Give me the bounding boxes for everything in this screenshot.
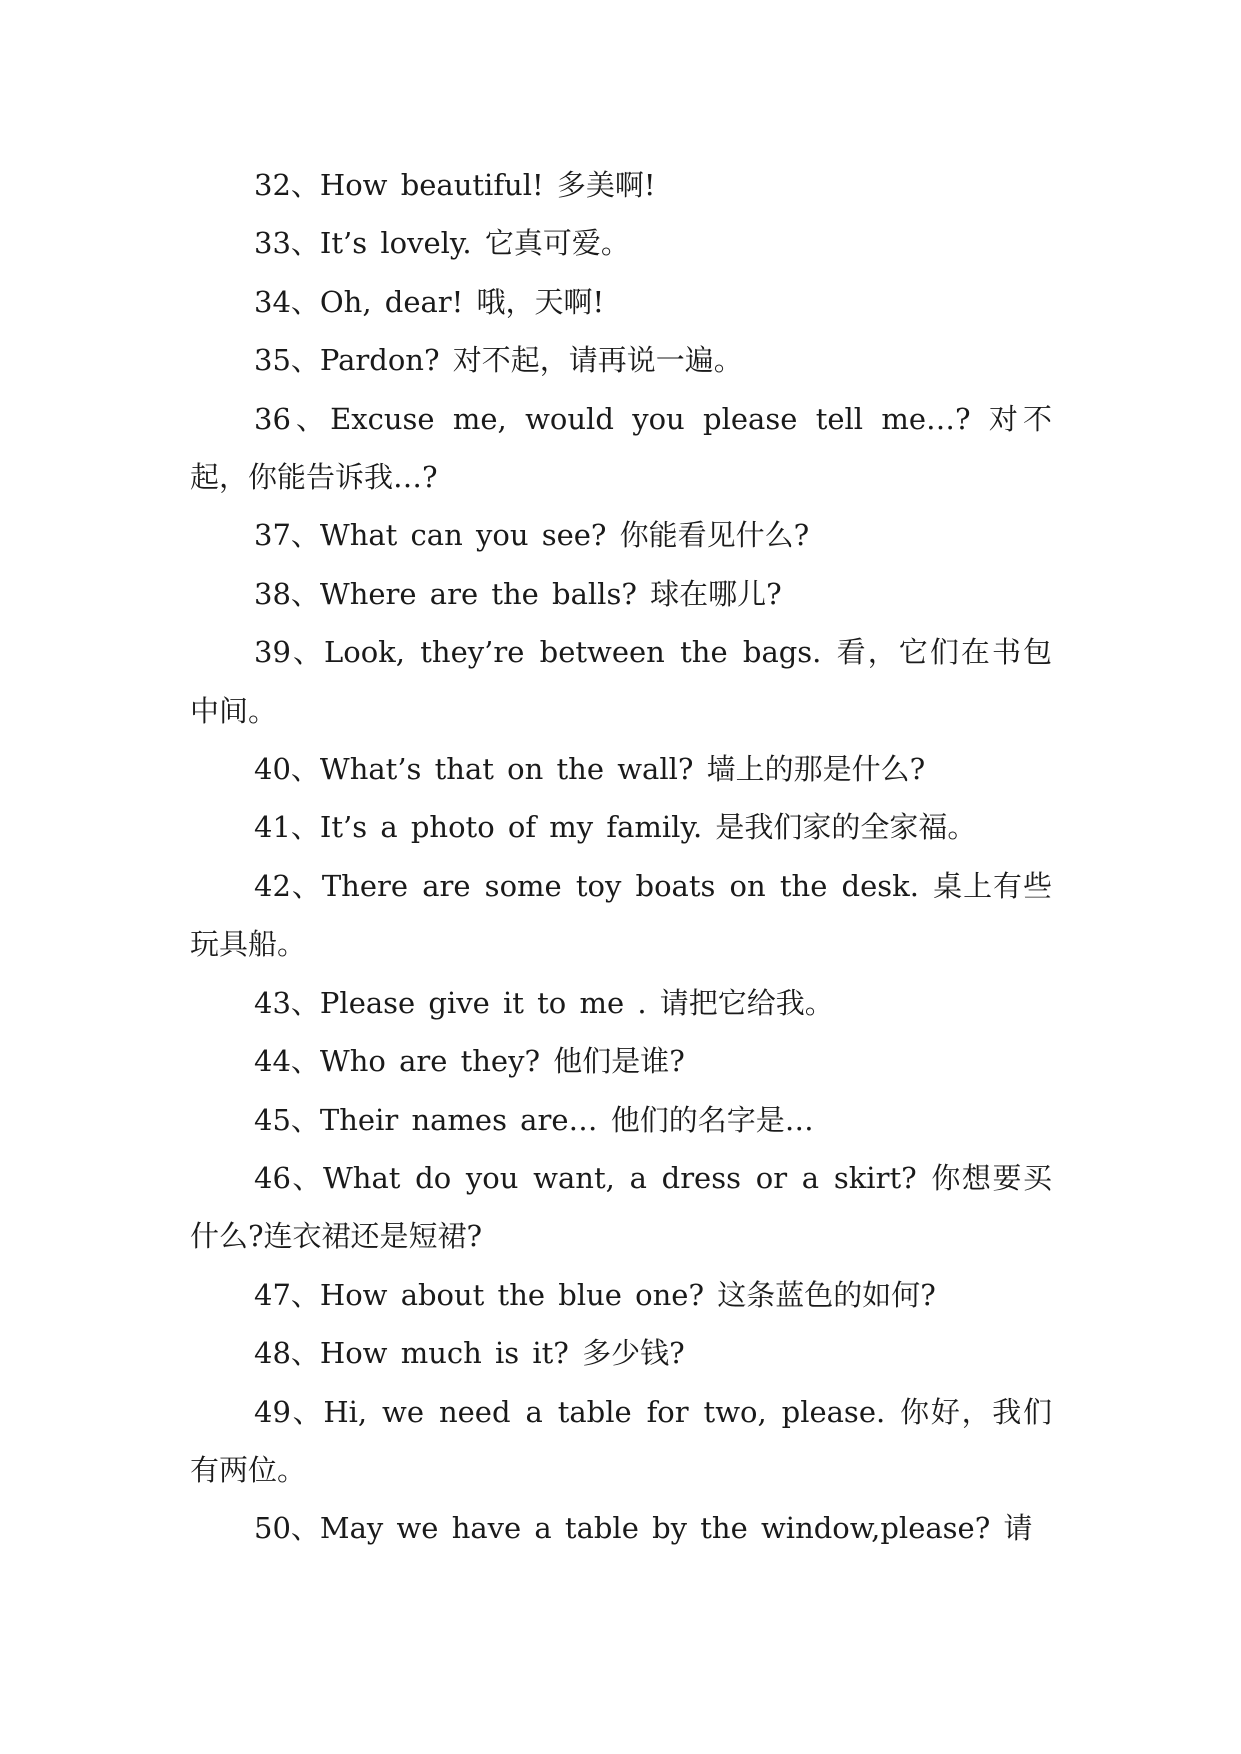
sentence-49: 49、Hi, we need a table for two, please. 你好，我们有两位。 <box>190 1394 1052 1487</box>
sentence-32: 32、How beautiful! 多美啊! <box>254 168 656 202</box>
sentence-44: 44、Who are they? 他们是谁? <box>254 1044 685 1079</box>
document-body <box>190 156 1052 1558</box>
sentence-46: 46、What do you want, a dress or a skirt? 你想要买什么?连衣裙还是短裙? <box>190 1160 1052 1254</box>
sentence-50: 50、May we have a table by the window,please? 请 <box>254 1511 1033 1546</box>
sentence-42: 42、There are some toy boats on the desk. 桌上有些玩具船。 <box>190 868 1052 962</box>
sentence-43: 43、Please give it to me . 请把它给我。 <box>254 985 834 1020</box>
sentence-33: 33、It’s lovely. 它真可爱。 <box>254 226 630 261</box>
sentence-35: 35、Pardon? 对不起，请再说一遍。 <box>254 343 743 378</box>
sentence-39: 39、Look, they’re between the bags. 看，它们在书包中间。 <box>190 635 1052 728</box>
sentence-36: 36、Excuse me, would you please tell me…? 对不起，你能告诉我…? <box>190 401 1052 495</box>
sentence-45: 45、Their names are… 他们的名字是… <box>254 1102 814 1137</box>
sentence-48: 48、How much is it? 多少钱? <box>254 1336 685 1371</box>
sentence-34: 34、Oh, dear! 哦，天啊! <box>254 284 605 319</box>
sentence-47: 47、How about the blue one? 这条蓝色的如何? <box>254 1277 936 1312</box>
sentence-38: 38、Where are the balls? 球在哪儿? <box>254 576 782 611</box>
sentence-40: 40、What’s that on the wall? 墙上的那是什么? <box>254 752 926 787</box>
sentence-41: 41、It’s a photo of my family. 是我们家的全家福。 <box>254 810 977 845</box>
sentence-37: 37、What can you see? 你能看见什么? <box>254 518 810 553</box>
